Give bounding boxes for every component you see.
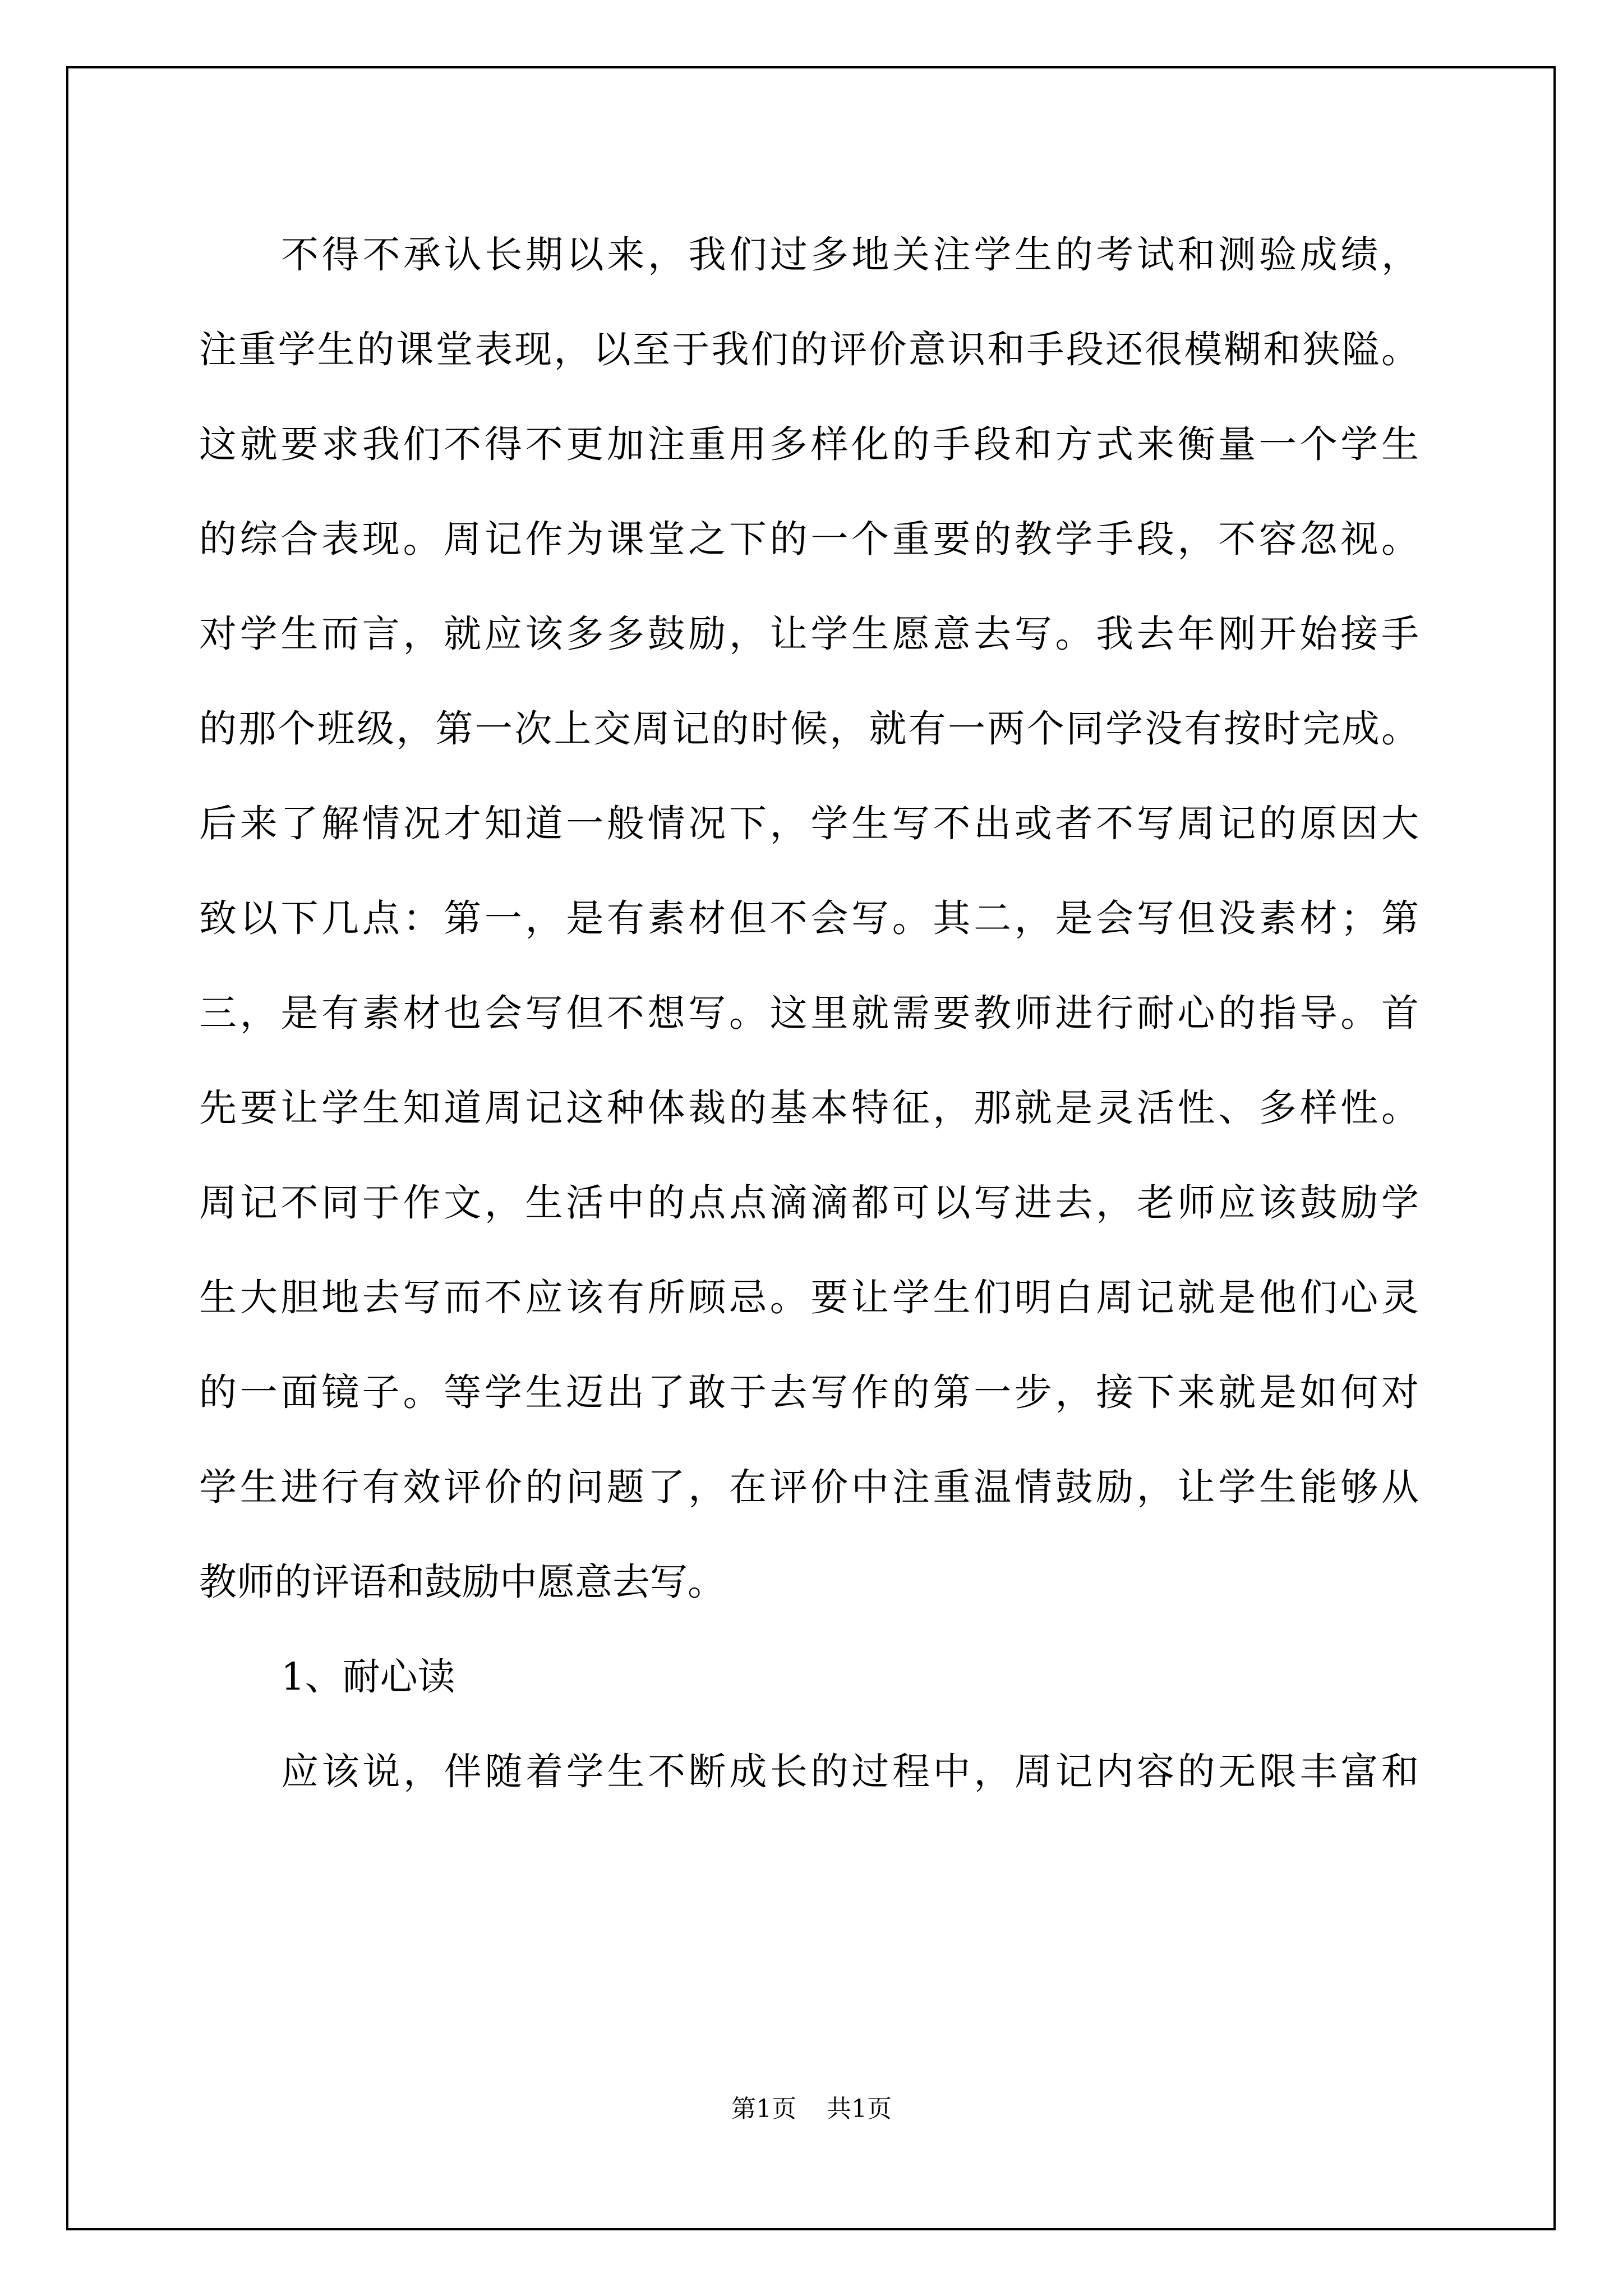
paragraph-1-line: 不得不承认长期以来，我们过多地关注学生的考试和测验成绩， [281, 233, 1419, 277]
page-number-label: 第1页 [731, 2095, 796, 2123]
paragraph-1-line: 的那个班级，第一次上交周记的时候，就有一两个同学没有按时完成。 [199, 707, 1419, 751]
paragraph-1-line: 先要让学生知道周记这种体裁的基本特征，那就是灵活性、多样性。 [199, 1086, 1419, 1130]
page-total-label: 共1页 [827, 2095, 892, 2123]
paragraph-1-line: 学生进行有效评价的问题了，在评价中注重温情鼓励，让学生能够从 [199, 1465, 1419, 1509]
paragraph-1-line: 生大胆地去写而不应该有所顾忌。要让学生们明白周记就是他们心灵 [199, 1276, 1419, 1319]
document-body [199, 208, 1419, 1819]
paragraph-1-line: 的一面镜子。等学生迈出了敢于去写作的第一步，接下来就是如何对 [199, 1370, 1419, 1414]
paragraph-1-line: 教师的评语和鼓励中愿意去写。 [199, 1560, 725, 1604]
paragraph-1-line: 周记不同于作文，生活中的点点滴滴都可以写进去，老师应该鼓励学 [199, 1181, 1419, 1225]
paragraph-1-line: 的综合表现。周记作为课堂之下的一个重要的教学手段，不容忽视。 [199, 517, 1419, 561]
paragraph-1-line: 后来了解情况才知道一般情况下，学生写不出或者不写周记的原因大 [199, 802, 1419, 845]
paragraph-2-line: 应该说，伴随着学生不断成长的过程中，周记内容的无限丰富和 [281, 1750, 1419, 1793]
paragraph-1-line: 注重学生的课堂表现，以至于我们的评价意识和手段还很模糊和狭隘。 [199, 328, 1419, 371]
paragraph-1-line: 这就要求我们不得不更加注重用多样化的手段和方式来衡量一个学生 [199, 422, 1419, 466]
paragraph-1-line: 致以下几点：第一，是有素材但不会写。其二，是会写但没素材；第 [199, 896, 1419, 940]
page-footer [0, 2092, 1623, 2126]
paragraph-1-line: 对学生而言，就应该多多鼓励，让学生愿意去写。我去年刚开始接手 [199, 612, 1419, 656]
section-heading: 1、耐心读 [281, 1655, 455, 1699]
paragraph-1-line: 三，是有素材也会写但不想写。这里就需要教师进行耐心的指导。首 [199, 991, 1419, 1035]
